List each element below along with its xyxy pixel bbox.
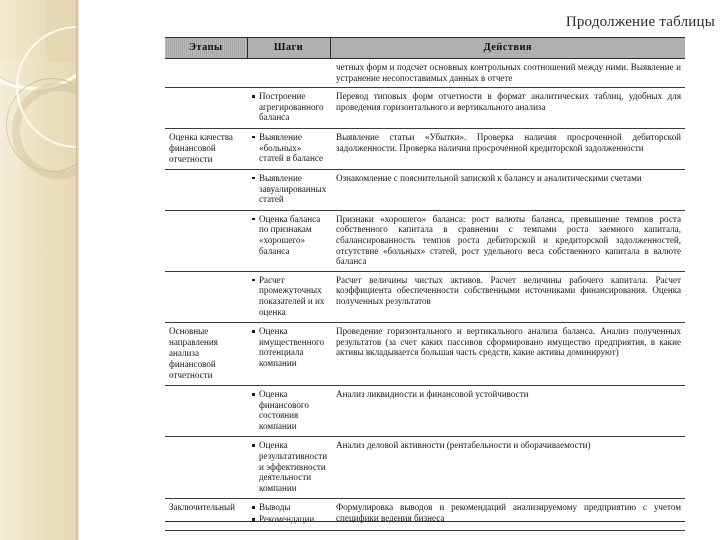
cell-steps <box>247 169 330 210</box>
cell-action: Перевод типовых форм отчетности в формат аналитических таблиц, удобных для проведения горизонтального и вертикального анализа <box>330 88 685 129</box>
cell-stage <box>165 386 247 437</box>
table-row <box>165 88 685 129</box>
cell-action: Расчет величины чистых активов. Расчет величины рабочего капитала. Расчет коэффициента обеспеченности собственными источниками финансирования. Оценка полученных результатов <box>330 271 685 322</box>
table-head <box>165 38 685 59</box>
table-row <box>165 386 685 437</box>
cell-stage: Оценка качества финансовой отчетности <box>165 128 247 169</box>
cell-stage <box>165 88 247 129</box>
column-header-steps: Шаги <box>247 38 330 59</box>
step-list <box>252 132 326 164</box>
step-list-item: Выявление завуалированных статей <box>252 173 326 205</box>
analysis-stages-table <box>165 37 685 531</box>
step-list <box>252 91 326 123</box>
table-bottom-rule <box>165 521 685 522</box>
cell-action: Формулировка выводов и рекомендаций анализируемому предприятию с учетом специфики ведения бизнеса <box>330 499 685 530</box>
table-container <box>165 37 685 531</box>
cell-stage <box>165 169 247 210</box>
step-list-item: Расчет промежуточных показателей и их оценка <box>252 275 326 317</box>
table-row <box>165 169 685 210</box>
table-row <box>165 271 685 322</box>
cell-steps <box>247 271 330 322</box>
cell-action: Выявление статьи «Убытки». Проверка наличия просроченной дебиторской задолженности. Проверка наличия просроченной кредиторской задолженности <box>330 128 685 169</box>
step-list-item: Оценка финансового состояния компании <box>252 389 326 431</box>
table-header-row <box>165 38 685 59</box>
cell-steps <box>247 128 330 169</box>
table-row <box>165 210 685 271</box>
page-title: Продолжение таблицы <box>565 14 715 30</box>
cell-stage <box>165 437 247 499</box>
step-list-item: Оценка результативности и эффективности деятельности компании <box>252 440 326 493</box>
cell-action: Анализ деловой активности (рентабельности и оборачиваемости) <box>330 437 685 499</box>
step-list-item: Рекомендации <box>252 514 326 525</box>
table-row <box>165 128 685 169</box>
step-list-item: Построение агрегированного баланса <box>252 91 326 123</box>
cell-stage <box>165 59 247 88</box>
table-row <box>165 437 685 499</box>
step-list-item: Выявление «больных» статей в балансе <box>252 132 326 164</box>
cell-stage: Заключительный <box>165 499 247 530</box>
cell-action: четных форм и подсчет основных контрольных соотношений между ними. Выявление и устранение несопоставимых данных в отчете <box>330 59 685 88</box>
cell-steps <box>247 210 330 271</box>
table-row <box>165 499 685 530</box>
cell-stage <box>165 210 247 271</box>
cell-steps <box>247 386 330 437</box>
table-row <box>165 59 685 88</box>
column-header-actions: Действия <box>330 38 685 59</box>
table-body <box>165 59 685 531</box>
step-list <box>252 214 326 256</box>
step-list-item: Оценка баланса по признакам «хорошего» баланса <box>252 214 326 256</box>
cell-steps <box>247 59 330 88</box>
cell-steps <box>247 88 330 129</box>
step-list <box>252 173 326 205</box>
step-list <box>252 326 326 368</box>
cell-stage <box>165 271 247 322</box>
cell-steps <box>247 323 330 386</box>
cell-action: Анализ ликвидности и финансовой устойчивости <box>330 386 685 437</box>
cell-steps <box>247 437 330 499</box>
band-sheen <box>0 60 79 540</box>
step-list-item: Оценка имущественного потенциала компании <box>252 326 326 368</box>
table-row <box>165 323 685 386</box>
decorative-side-band <box>0 0 79 540</box>
cell-steps <box>247 499 330 530</box>
cell-action: Проведение горизонтального и вертикального анализа баланса. Анализ полученных результатов (за счет каких пассивов сформировано имущество предприятия, в какие активы вкладывается большая часть средств, какие активы доминируют) <box>330 323 685 386</box>
cell-stage: Основные направления анализа финансовой отчетности <box>165 323 247 386</box>
cell-action: Ознакомление с пояснительной запиской к балансу и аналитическими счетами <box>330 169 685 210</box>
step-list <box>252 275 326 317</box>
step-list-item: Выводы <box>252 502 326 513</box>
cell-action: Признаки «хорошего» баланса: рост валюты баланса, превышение темпов роста собственного капитала в сравнении с темпами роста заемного капитала, сбалансированность темпов роста дебиторской и кредиторской задолженностей, отсутствие «больных» статей, рост удельного веса собственного капитала в валюте баланса <box>330 210 685 271</box>
step-list <box>252 389 326 431</box>
column-header-stages: Этапы <box>165 38 247 59</box>
step-list <box>252 440 326 493</box>
